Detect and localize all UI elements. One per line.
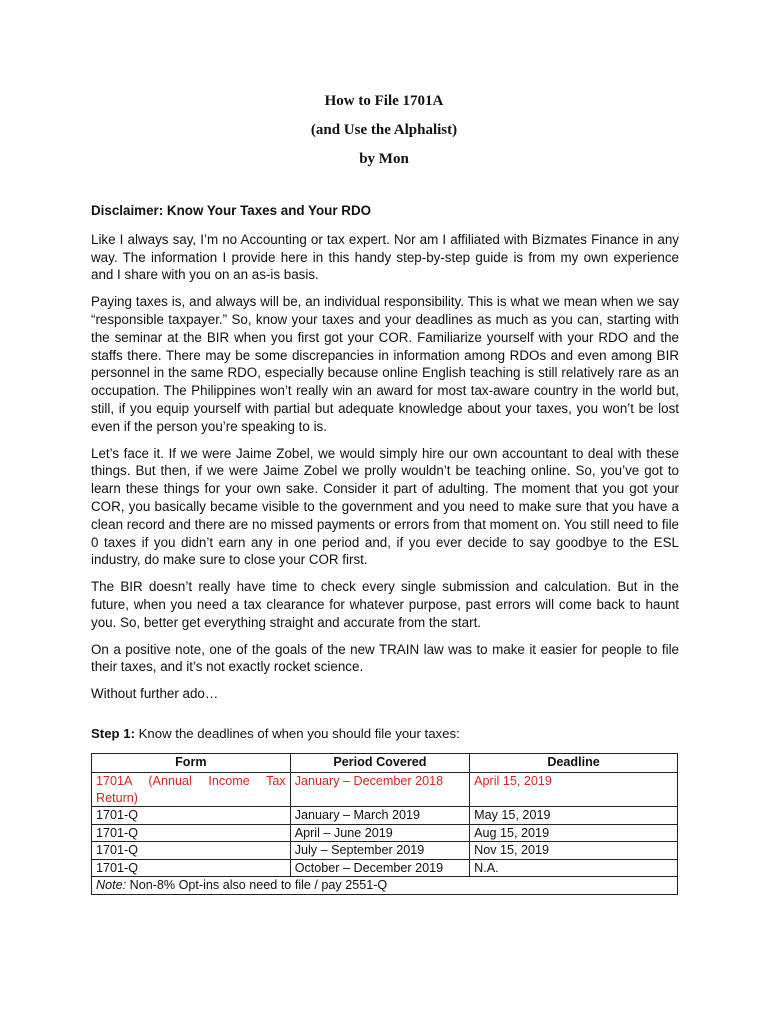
cell-period: January – December 2018 (290, 773, 469, 807)
cell-period: April – June 2019 (290, 824, 469, 842)
table-row (92, 859, 678, 877)
cell-form: 1701-Q (92, 807, 291, 825)
cell-deadline: Nov 15, 2019 (470, 842, 678, 860)
paragraph-positive-note: On a positive note, one of the goals of the new TRAIN law was to make it easier for people to file their taxes, and it’s not exactly rocket science. (91, 641, 679, 675)
cell-form: 1701A (Annual Income Tax Return) (92, 773, 291, 807)
header-form: Form (92, 754, 291, 773)
cell-form: 1701-Q (92, 859, 291, 877)
cell-form: 1701-Q (92, 842, 291, 860)
step-1-instruction (91, 726, 679, 741)
header-deadline: Deadline (470, 754, 678, 773)
paragraph-without-ado: Without further ado… (91, 686, 219, 702)
document-title (0, 90, 768, 177)
step-1-text: Know the deadlines of when you should file your taxes: (134, 726, 460, 741)
step-1-label: Step 1: (91, 726, 135, 741)
title-line-2: (and Use the Alphalist) (310, 122, 458, 138)
cell-note (92, 877, 678, 895)
title-line-1: How to File 1701A (324, 93, 444, 109)
table-header-row (92, 754, 678, 773)
document-body (91, 202, 679, 712)
cell-deadline: May 15, 2019 (470, 807, 678, 825)
table-note-row (92, 877, 678, 895)
cell-deadline: April 15, 2019 (470, 773, 678, 807)
note-text: Non-8% Opt-ins also need to file / pay 2551-Q (126, 878, 388, 892)
table-row (92, 807, 678, 825)
paragraph-face-it: Let’s face it. If we were Jaime Zobel, we would simply hire our own accountant to deal with these things. But then, if we were Jaime Zobel we prolly wouldn’t be teaching online. So, you’ve got to learn these things for your own sake. Consider it part of adulting. The moment that you got your COR, you basically became visible to the government and you need to make sure that you have a clean record and there are no missed payments or errors from that moment on. You still need to file 0 taxes if you didn’t earn any in one period and, if you ever decide to say goodbye to the ESL industry, do make sure to close your COR first. (91, 445, 679, 568)
cell-period: January – March 2019 (290, 807, 469, 825)
cell-period: October – December 2019 (290, 859, 469, 877)
deadlines-table (91, 753, 678, 895)
note-label: Note: (96, 878, 127, 892)
paragraph-bir-check: The BIR doesn’t really have time to check every single submission and calculation. But in the future, when you need a tax clearance for whatever purpose, past errors will come back to haunt you. So, better get everything straight and accurate from the start. (91, 579, 679, 630)
title-line-3: by Mon (359, 151, 409, 167)
table-row (92, 824, 678, 842)
cell-deadline: Aug 15, 2019 (470, 824, 678, 842)
cell-form: 1701-Q (92, 824, 291, 842)
disclaimer-heading: Disclaimer: Know Your Taxes and Your RDO (91, 203, 372, 218)
table-row (92, 773, 678, 807)
cell-deadline: N.A. (470, 859, 678, 877)
table-row (92, 842, 678, 860)
header-period-covered: Period Covered (290, 754, 469, 773)
cell-period: July – September 2019 (290, 842, 469, 860)
paragraph-intro: Like I always say, I’m no Accounting or tax expert. Nor am I affiliated with Bizmates Finance in any way. The information I provide here in this handy step-by-step guide is from my own experience and I share with you on an as-is basis. (91, 231, 679, 283)
paragraph-responsibility: Paying taxes is, and always will be, an individual responsibility. This is what we mean when we say “responsible taxpayer.” So, know your taxes and your deadlines as much as you can, starting with the seminar at the BIR when you first got your COR. Familiarize yourself with your RDO and the staffs there. There may be some discrepancies in information among RDOs and even among BIR personnel in the same RDO, especially because online English teaching is still relatively rare as an occupation. The Philippines won’t really win an award for most tax-aware country in the world but, still, if you equip yourself with partial but adequate knowledge about your taxes, you won’t be lost even if the person you’re speaking to is. (91, 294, 679, 434)
